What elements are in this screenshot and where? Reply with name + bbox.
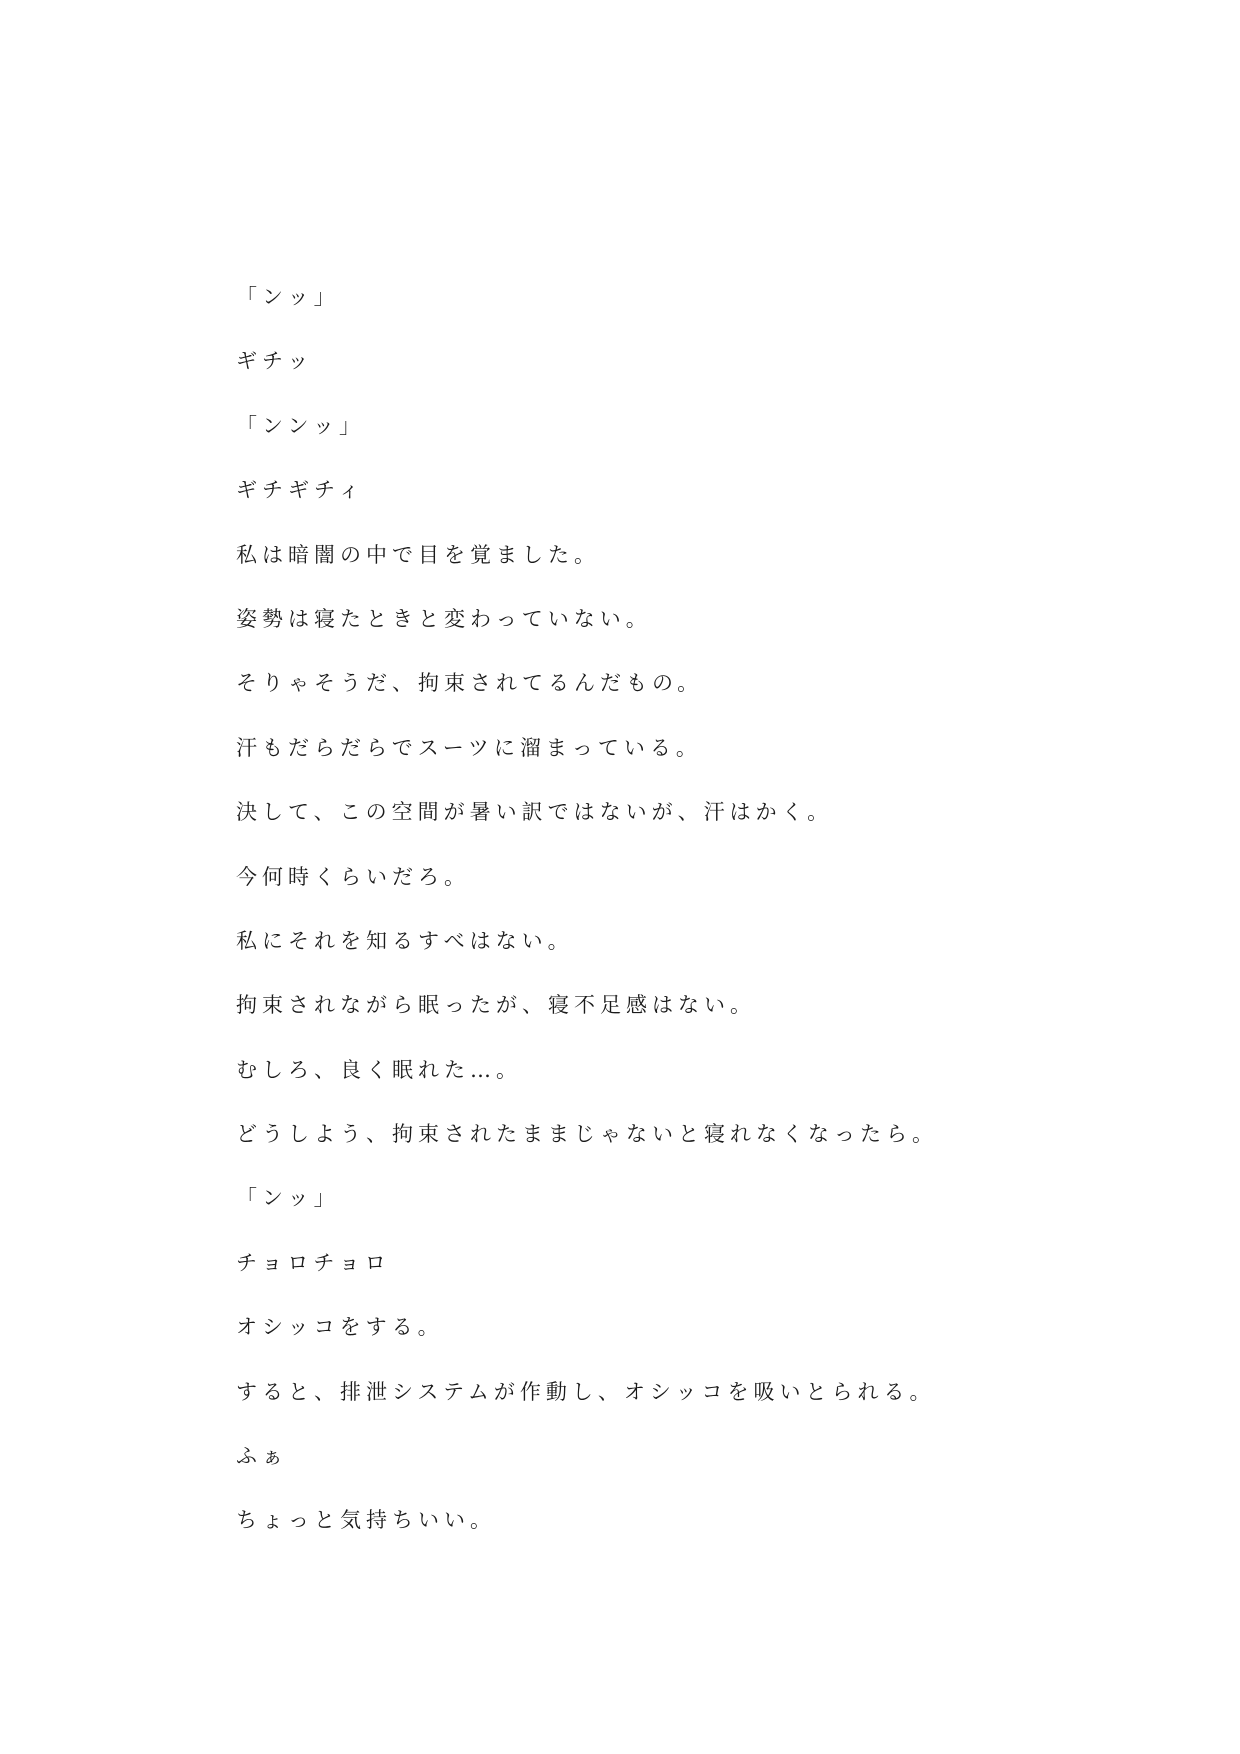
text-line: 「ンンッ」 <box>236 413 366 438</box>
text-line: そりゃそうだ、拘束されてるんだもの。 <box>236 671 704 696</box>
text-line: ギチギチィ <box>236 478 365 503</box>
text-line: 「ンッ」 <box>236 1186 340 1211</box>
text-line: 姿勢は寝たときと変わっていない。 <box>236 606 652 631</box>
text-line: 拘束されながら眠ったが、寝不足感はない。 <box>236 993 756 1018</box>
text-line: ちょっと気持ちいい。 <box>236 1508 496 1533</box>
text-line: チョロチョロ <box>236 1250 391 1275</box>
text-line: 「ンッ」 <box>236 285 340 309</box>
text-line: オシッコをする。 <box>236 1315 444 1340</box>
text-line: ギチッ <box>236 349 314 374</box>
text-line: 決して、この空間が暑い訳ではないが、汗はかく。 <box>236 800 834 825</box>
text-line: 今何時くらいだろ。 <box>236 864 470 889</box>
text-line: 私にそれを知るすべはない。 <box>236 928 574 953</box>
text-line: すると、排泄システムが作動し、オシッコを吸いとられる。 <box>236 1379 936 1404</box>
text-line: どうしよう、拘束されたままじゃないと寝れなくなったら。 <box>236 1122 938 1147</box>
text-line: ふぁ <box>236 1444 288 1469</box>
text-line: むしろ、良く眠れた…。 <box>236 1057 522 1082</box>
text-line: 汗もだらだらでスーツに溜まっている。 <box>236 735 702 760</box>
text-body <box>236 277 1136 1565</box>
text-line: 私は暗闇の中で目を覚ました。 <box>236 542 600 567</box>
